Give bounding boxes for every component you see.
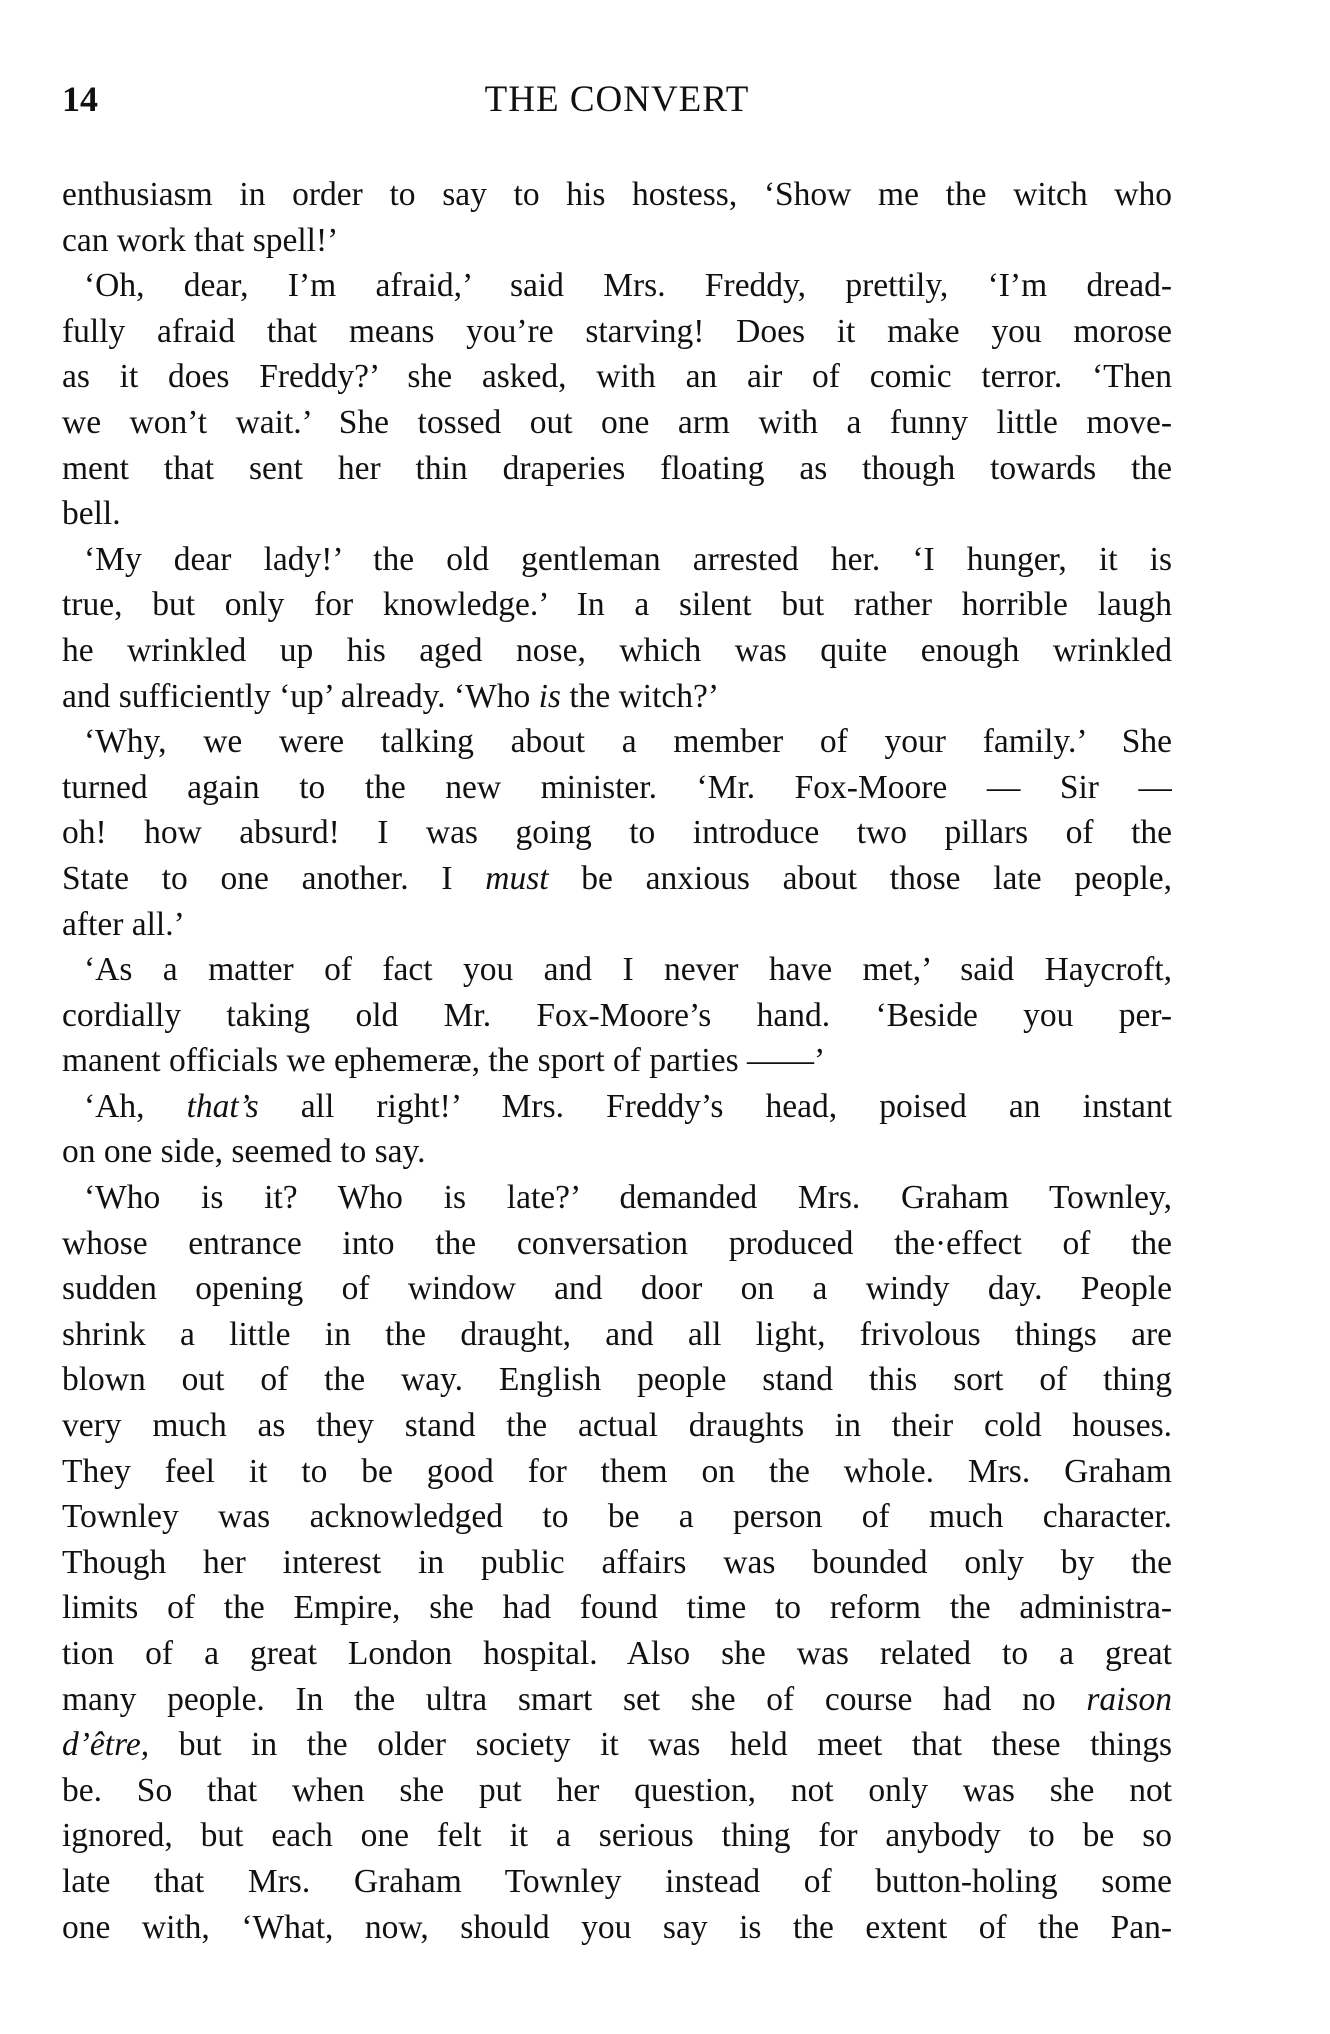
text-line [62, 1677, 1172, 1723]
text-run: and sufficiently ‘up’ already. ‘Who [62, 677, 539, 715]
text-run: but in the older society it was held meet that these things [149, 1726, 1172, 1764]
text-line [62, 263, 1172, 309]
text-line [62, 1403, 1172, 1449]
text-run: limits of the Empire, she had found time to reform the administra- [62, 1589, 1172, 1627]
italic-text: must [485, 859, 549, 897]
text-line [62, 1266, 1172, 1312]
text-line [62, 1859, 1172, 1905]
text-line [62, 1038, 1172, 1084]
text-line [62, 856, 1172, 902]
text-run: They feel it to be good for them on the whole. Mrs. Graham [62, 1452, 1172, 1490]
text-run: as it does Freddy?’ she asked, with an air of comic terror. ‘Then [62, 358, 1172, 396]
text-line [62, 1813, 1172, 1859]
text-run: he wrinkled up his aged nose, which was quite enough wrinkled [62, 631, 1172, 669]
text-run: State to one another. I [62, 859, 486, 897]
text-line [62, 537, 1172, 583]
text-run: enthusiasm in order to say to his hostess, ‘Show me the witch who [62, 176, 1172, 213]
text-line [62, 1221, 1172, 1267]
text-run: shrink a little in the draught, and all light, frivolous things are [62, 1315, 1172, 1353]
text-line [62, 1312, 1172, 1358]
text-line [62, 1494, 1172, 1540]
text-run: oh! how absurd! I was going to introduce two pillars of the [62, 814, 1172, 852]
text-line [62, 765, 1172, 811]
text-run: ‘Why, we were talking about a member of your family.’ She [84, 723, 1172, 761]
text-line [62, 719, 1172, 765]
italic-text: that’s [186, 1087, 259, 1125]
text-line [62, 1129, 1172, 1175]
text-run: true, but only for knowledge.’ In a silent but rather horrible laugh [62, 586, 1172, 624]
text-run: ‘Ah, [84, 1087, 187, 1125]
text-line [62, 1768, 1172, 1814]
text-run: manent officials we ephemeræ, the sport of parties ——’ [62, 1042, 826, 1080]
text-line [62, 1449, 1172, 1495]
text-line [62, 810, 1172, 856]
text-run: ‘Who is it? Who is late?’ demanded Mrs. Graham Townley, [84, 1179, 1172, 1217]
text-run: bell. [62, 495, 121, 533]
text-run: late that Mrs. Graham Townley instead of button-holing some [62, 1862, 1172, 1900]
text-line [62, 354, 1172, 400]
text-line [62, 400, 1172, 446]
text-run: very much as they stand the actual draughts in their cold houses. [62, 1407, 1172, 1445]
text-line [62, 902, 1172, 948]
text-line [62, 491, 1172, 537]
text-run: many people. In the ultra smart set she of course had no [62, 1680, 1087, 1718]
text-line [62, 446, 1172, 492]
text-line [62, 582, 1172, 628]
text-run: Though her interest in public affairs was bounded only by the [62, 1543, 1172, 1581]
text-run: Townley was acknowledged to be a person of much character. [62, 1498, 1172, 1536]
text-line [62, 1357, 1172, 1403]
page-header [62, 78, 1172, 128]
text-run: ment that sent her thin draperies floating as though towards the [62, 449, 1172, 487]
text-run: ignored, but each one felt it a serious thing for anybody to be so [62, 1817, 1172, 1855]
text-run: the witch?’ [560, 677, 720, 715]
text-run: be. So that when she put her question, not only was she not [62, 1771, 1172, 1809]
text-run: be anxious about those late people, [548, 859, 1172, 897]
text-run: cordially taking old Mr. Fox-Moore’s hand. ‘Beside you per- [62, 996, 1172, 1034]
italic-text: d’être, [62, 1726, 150, 1764]
text-run: one with, ‘What, now, should you say is the extent of the Pan- [62, 1908, 1172, 1946]
running-title: THE CONVERT [484, 79, 750, 120]
text-line [62, 1722, 1172, 1768]
text-line [62, 1631, 1172, 1677]
text-line [62, 1905, 1172, 1951]
text-run: we won’t wait.’ She tossed out one arm with a funny little move- [62, 403, 1172, 441]
text-line [62, 1585, 1172, 1631]
text-run: ‘My dear lady!’ the old gentleman arrested her. ‘I hunger, it is [84, 540, 1172, 578]
text-run: on one side, seemed to say. [62, 1133, 426, 1171]
text-line [62, 674, 1172, 720]
text-run: after all.’ [62, 905, 185, 943]
text-line [62, 947, 1172, 993]
text-run: ‘As a matter of fact you and I never have met,’ said Haycroft, [84, 951, 1172, 989]
text-line [62, 1175, 1172, 1221]
page-number: 14 [62, 79, 98, 119]
text-run: sudden opening of window and door on a windy day. People [62, 1270, 1172, 1308]
text-run: whose entrance into the conversation produced the·effect of the [62, 1224, 1172, 1262]
text-line [62, 1084, 1172, 1130]
text-run: ‘Oh, dear, I’m afraid,’ said Mrs. Freddy, prettily, ‘I’m dread- [84, 267, 1172, 305]
text-line [62, 628, 1172, 674]
text-run: can work that spell!’ [62, 221, 339, 259]
italic-text: is [538, 677, 561, 715]
text-line [62, 218, 1172, 264]
text-line [62, 309, 1172, 355]
body-text [62, 172, 1172, 1950]
text-run: all right!’ Mrs. Freddy’s head, poised an instant [258, 1087, 1172, 1125]
text-line [62, 993, 1172, 1039]
text-run: turned again to the new minister. ‘Mr. Fox-Moore — Sir — [62, 768, 1172, 806]
text-run: fully afraid that means you’re starving! Does it make you morose [62, 312, 1172, 350]
italic-text: raison [1086, 1680, 1172, 1718]
text-line [62, 172, 1172, 218]
text-run: tion of a great London hospital. Also she was related to a great [62, 1635, 1172, 1672]
text-run: blown out of the way. English people stand this sort of thing [62, 1361, 1172, 1399]
text-line [62, 1540, 1172, 1586]
